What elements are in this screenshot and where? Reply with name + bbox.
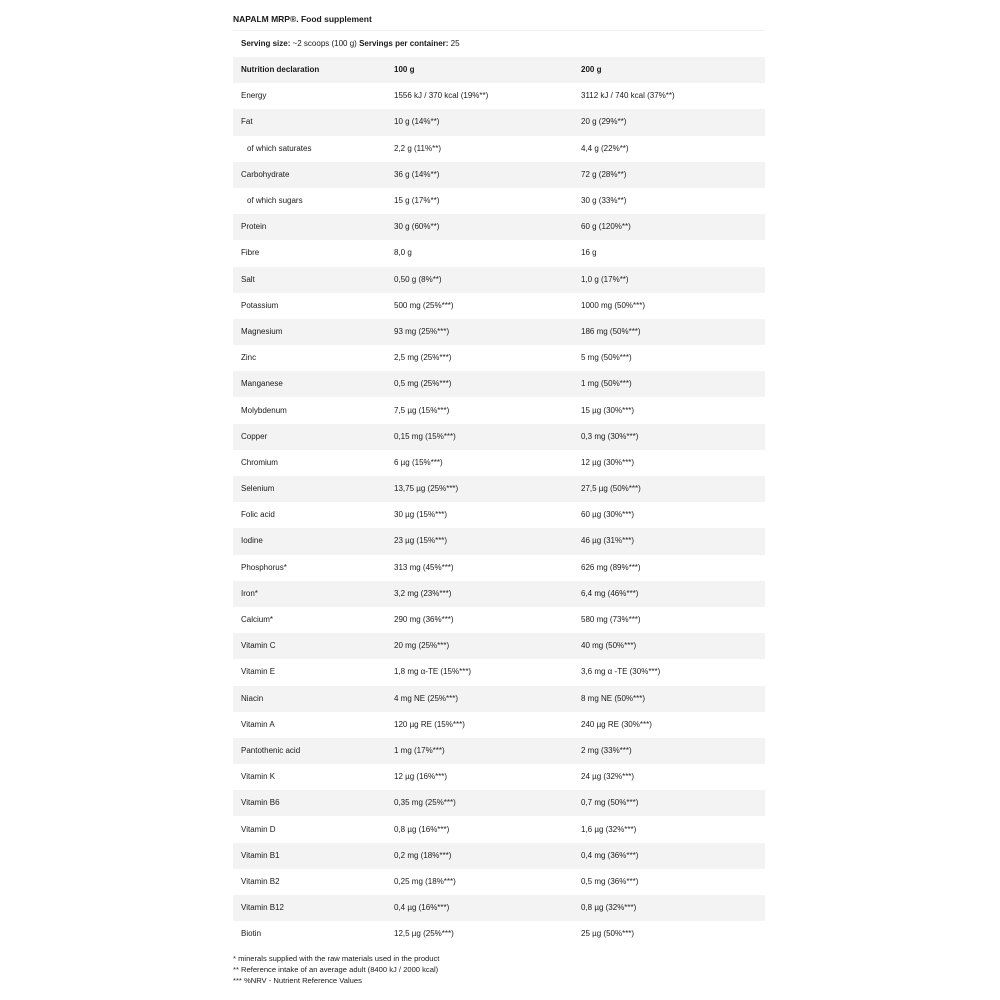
footnote-nrv: *** %NRV - Nutrient Reference Values [233,976,362,986]
nutrient-name: Vitamin B12 [241,903,284,913]
value-100g: 2,2 g (11%**) [394,143,441,153]
value-100g: 290 mg (36%***) [394,615,454,625]
header-nutrition-declaration: Nutrition declaration [241,65,320,75]
table-row [233,869,765,895]
nutrient-name: Vitamin A [241,719,275,729]
value-100g: 0,35 mg (25%***) [394,798,456,808]
table-row [233,83,765,109]
value-200g: 3112 kJ / 740 kcal (37%**) [581,91,675,101]
table-row [233,581,765,607]
table-row [233,712,765,738]
value-100g: 0,4 µg (16%***) [394,903,450,913]
value-100g: 93 mg (25%***) [394,326,450,336]
value-200g: 30 g (33%**) [581,196,627,206]
table-row [233,686,765,712]
nutrient-name: Vitamin D [241,824,276,834]
value-100g: 313 mg (45%***) [394,562,454,572]
nutrient-name: Protein [241,222,267,232]
value-100g: 4 mg NE (25%***) [394,693,459,703]
value-100g: 12,5 µg (25%***) [394,929,454,939]
nutrient-name: Vitamin K [241,772,276,782]
table-row [233,738,765,764]
value-100g: 23 µg (15%***) [394,536,448,546]
value-200g: 0,5 mg (36%***) [581,876,639,886]
table-row [233,293,765,319]
nutrient-name: Iron* [241,588,258,598]
nutrient-name: Vitamin E [241,667,276,677]
table-row [233,397,765,423]
value-100g: 30 µg (15%***) [394,510,448,520]
value-100g: 36 g (14%**) [394,169,440,179]
table-row [233,790,765,816]
table-row [233,843,765,869]
value-200g: 1,6 µg (32%***) [581,824,637,834]
value-200g: 12 µg (30%***) [581,457,635,467]
table-row [233,188,765,214]
value-200g: 5 mg (50%***) [581,353,632,363]
table-row [233,555,765,581]
value-100g: 3,2 mg (23%***) [394,588,452,598]
value-100g: 6 µg (15%***) [394,457,443,467]
nutrient-name: of which sugars [247,196,303,206]
value-200g: 2 mg (33%***) [581,745,632,755]
table-row [233,450,765,476]
table-row [233,764,765,790]
table-row [233,659,765,685]
value-200g: 40 mg (50%***) [581,641,637,651]
table-row [233,528,765,554]
nutrient-name: Biotin [241,929,262,939]
value-200g: 0,3 mg (30%***) [581,431,639,441]
value-200g: 60 g (120%**) [581,222,631,232]
table-row [233,109,765,135]
value-100g: 15 g (17%**) [394,196,440,206]
footnotes [233,953,765,986]
value-100g: 0,5 mg (25%***) [394,379,452,389]
value-200g: 0,4 mg (36%***) [581,850,639,860]
nutrient-name: Vitamin B1 [241,850,280,860]
value-200g: 8 mg NE (50%***) [581,693,646,703]
table-row [233,267,765,293]
value-200g: 0,7 mg (50%***) [581,798,639,808]
nutrient-name: Manganese [241,379,283,389]
footnote-reference-intake: ** Reference intake of an average adult (8400 kJ / 2000 kcal) [233,965,439,975]
value-100g: 0,2 mg (18%***) [394,850,452,860]
nutrient-name: Fat [241,117,253,127]
servings-per-container-label: Servings per container: [359,39,449,48]
value-100g: 1 mg (17%***) [394,745,445,755]
table-row [233,162,765,188]
table-row [233,136,765,162]
value-200g: 72 g (28%**) [581,169,627,179]
value-200g: 240 µg RE (30%***) [581,719,652,729]
value-200g: 1 mg (50%***) [581,379,632,389]
value-100g: 13,75 µg (25%***) [394,484,459,494]
table-row [233,476,765,502]
nutrient-name: Magnesium [241,326,283,336]
value-200g: 24 µg (32%***) [581,772,635,782]
nutrient-name: Zinc [241,353,257,363]
nutrient-name: Carbohydrate [241,169,290,179]
table-row [233,214,765,240]
value-200g: 20 g (29%**) [581,117,627,127]
serving-info [233,30,765,57]
value-200g: 186 mg (50%***) [581,326,641,336]
nutrient-name: Copper [241,431,268,441]
table-row [233,424,765,450]
nutrient-name: Vitamin B6 [241,798,280,808]
table-row [233,607,765,633]
nutrient-name: Niacin [241,693,264,703]
value-100g: 1,8 mg α-TE (15%***) [394,667,472,677]
value-100g: 7,5 µg (15%***) [394,405,450,415]
value-100g: 12 µg (16%***) [394,772,448,782]
table-row [233,633,765,659]
value-200g: 15 µg (30%***) [581,405,635,415]
value-200g: 46 µg (31%***) [581,536,635,546]
header-200g: 200 g [581,65,602,75]
value-200g: 3,6 mg α -TE (30%***) [581,667,661,677]
value-200g: 580 mg (73%***) [581,615,641,625]
table-row [233,895,765,921]
value-100g: 120 µg RE (15%***) [394,719,465,729]
value-100g: 0,15 mg (15%***) [394,431,456,441]
value-200g: 626 mg (89%***) [581,562,641,572]
value-100g: 0,25 mg (18%***) [394,876,456,886]
nutrient-name: Phosphorus* [241,562,287,572]
value-200g: 25 µg (50%***) [581,929,635,939]
nutrient-name: Potassium [241,300,279,310]
servings-per-container-value: 25 [448,39,460,48]
value-100g: 1556 kJ / 370 kcal (19%**) [394,91,489,101]
nutrient-name: Pantothenic acid [241,745,301,755]
nutrient-name: Calcium* [241,615,274,625]
value-100g: 0,8 µg (16%***) [394,824,450,834]
nutrition-table [233,57,765,947]
nutrient-name: Chromium [241,457,278,467]
nutrient-name: Salt [241,274,255,284]
value-100g: 30 g (60%**) [394,222,440,232]
nutrient-name: Energy [241,91,267,101]
nutrient-name: Fibre [241,248,260,258]
nutrient-name: Folic acid [241,510,275,520]
value-100g: 2,5 mg (25%***) [394,353,452,363]
serving-size-value: ~2 scoops (100 g) [290,39,360,48]
table-row [233,371,765,397]
footnote-minerals: * minerals supplied with the raw materials used in the product [233,954,440,964]
value-100g: 20 mg (25%***) [394,641,450,651]
value-200g: 4,4 g (22%**) [581,143,629,153]
value-200g: 16 g [581,248,597,258]
product-title: NAPALM MRP®. Food supplement [233,14,372,24]
nutrient-name: Molybdenum [241,405,287,415]
value-200g: 1000 mg (50%***) [581,300,646,310]
table-header-row [233,57,765,83]
nutrient-name: Vitamin C [241,641,276,651]
nutrition-table-body [233,83,765,947]
nutrient-name: Vitamin B2 [241,876,280,886]
table-row [233,502,765,528]
nutrition-label [233,8,765,986]
value-200g: 1,0 g (17%**) [581,274,629,284]
value-100g: 0,50 g (8%**) [394,274,442,284]
serving-size-label: Serving size: [241,39,291,48]
nutrient-name: Iodine [241,536,263,546]
value-200g: 60 µg (30%***) [581,510,635,520]
value-200g: 0,8 µg (32%***) [581,903,637,913]
table-row [233,240,765,266]
value-200g: 6,4 mg (46%***) [581,588,639,598]
table-row [233,345,765,371]
table-row [233,816,765,842]
table-row [233,921,765,947]
value-100g: 8,0 g [394,248,412,258]
header-100g: 100 g [394,65,415,75]
value-200g: 27,5 µg (50%***) [581,484,641,494]
value-100g: 500 mg (25%***) [394,300,454,310]
value-100g: 10 g (14%**) [394,117,440,127]
table-row [233,319,765,345]
nutrient-name: of which saturates [247,143,312,153]
nutrient-name: Selenium [241,484,275,494]
